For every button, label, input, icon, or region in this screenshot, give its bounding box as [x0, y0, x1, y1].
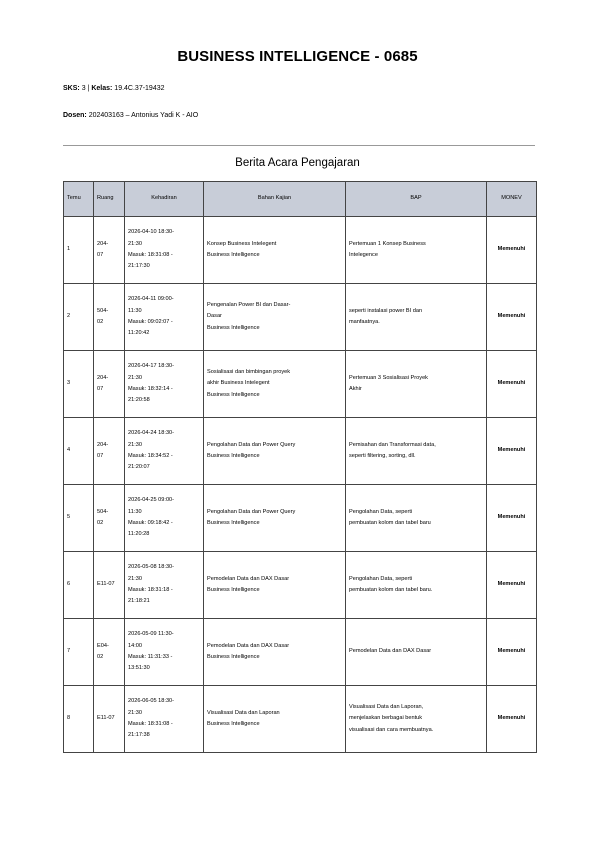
bap-line: Pengolahan Data, seperti	[349, 575, 413, 582]
bahan-kajian-line: Business Intelligence	[207, 520, 260, 526]
table-row	[64, 686, 537, 753]
kehadiran-line: 21:20:58	[128, 397, 150, 404]
cell-bahan-kajian	[204, 284, 346, 351]
kehadiran-line: Masuk: 18:31:18 -	[128, 587, 173, 593]
table-row	[64, 485, 537, 552]
monev-status: Memenuhi	[497, 715, 526, 722]
bahan-kajian-line: Business Intelligence	[207, 587, 260, 593]
ruang-line: 07	[97, 453, 104, 459]
ruang-line: 204-	[97, 441, 109, 448]
cell-temu: 5	[64, 485, 94, 552]
bahan-kajian-line: Business Intelligence	[207, 252, 260, 258]
bahan-kajian-line: Sosialisasi dan bimbingan proyek	[207, 369, 291, 376]
bap-line: visualisasi dan cara membuatnya.	[349, 726, 434, 733]
cell-monev	[487, 552, 537, 619]
bahan-kajian-line: Business Intelligence	[207, 391, 260, 398]
kehadiran-line: Masuk: 18:32:14 -	[128, 386, 173, 392]
bap-line: menjelaskan berbagai bentuk	[349, 715, 423, 722]
cell-monev	[487, 485, 537, 552]
column-header-monev: MONEV	[487, 182, 537, 217]
cell-temu: 6	[64, 552, 94, 619]
cell-bahan-kajian	[204, 686, 346, 753]
bahan-kajian-line: Business Intelligence	[207, 324, 260, 331]
ruang-line: 07	[97, 386, 104, 392]
kehadiran-line: 2026-04-11 09:00-	[128, 296, 174, 303]
kehadiran-line: 2026-04-25 09:00-	[128, 497, 175, 504]
kehadiran-line: 21:17:38	[128, 732, 150, 739]
kehadiran-line: 2026-04-24 18:30-	[128, 430, 175, 437]
cell-ruang	[94, 485, 125, 552]
kehadiran-line: 11:20:28	[128, 531, 150, 538]
monev-status: Memenuhi	[497, 581, 526, 588]
kehadiran-line: 2026-05-08 18:30-	[128, 564, 175, 571]
cell-temu: 3	[64, 351, 94, 418]
monev-status: Memenuhi	[497, 246, 526, 253]
kehadiran-line: 21:30	[128, 709, 142, 716]
kehadiran-line: Masuk: 18:34:52 -	[128, 453, 173, 459]
bap-line: pembuatan kolom dan tabel baru	[349, 520, 431, 526]
ruang-line: 02	[97, 520, 104, 526]
cell-kehadiran	[125, 686, 204, 753]
bap-line: Intelegence	[349, 252, 378, 258]
ruang-line: 504-	[97, 508, 109, 515]
kehadiran-line: 21:30	[128, 240, 142, 247]
ruang-line: E11-07	[97, 715, 115, 722]
kehadiran-line: 2026-05-09 11:30-	[128, 631, 174, 638]
ruang-line: 504-	[97, 307, 109, 314]
course-info-line	[63, 85, 165, 92]
cell-kehadiran	[125, 284, 204, 351]
monev-status: Memenuhi	[497, 313, 526, 320]
bap-line: seperti instalasi power BI dan	[349, 307, 423, 314]
dosen-value: 202403163 – Antonius Yadi K - AIO	[88, 112, 199, 119]
kehadiran-line: 11:30	[128, 307, 142, 314]
kehadiran-line: 21:30	[128, 441, 142, 448]
kehadiran-line: 2026-04-10 18:30-	[128, 229, 175, 236]
cell-monev	[487, 686, 537, 753]
column-header-kehadiran: Kehadiran	[125, 182, 204, 217]
cell-kehadiran	[125, 217, 204, 284]
bap-line: Pertemuan 1 Konsep Business	[349, 240, 426, 247]
sks-value: 3	[81, 85, 86, 92]
cell-temu: 8	[64, 686, 94, 753]
cell-ruang	[94, 619, 125, 686]
bap-line: Akhir	[349, 386, 362, 392]
bap-line: Pemisahan dan Transformasi data,	[349, 441, 436, 448]
bahan-kajian-line: Pengolahan Data dan Power Query	[207, 508, 296, 515]
cell-ruang	[94, 351, 125, 418]
kehadiran-line: 14:00	[128, 642, 142, 649]
bahan-kajian-line: Pemodelan Data dan DAX Dasar	[207, 642, 290, 649]
kelas-value: 19.4C.37-19432	[114, 85, 165, 92]
monev-status: Memenuhi	[497, 514, 526, 521]
cell-monev	[487, 418, 537, 485]
column-header-bahan-kajian: Bahan Kajian	[204, 182, 346, 217]
cell-kehadiran	[125, 485, 204, 552]
cell-bap	[346, 485, 487, 552]
column-header-temu: Temu	[64, 182, 94, 217]
bahan-kajian-line: akhir Business Intelegent	[207, 380, 270, 387]
ruang-line: E11-07	[97, 581, 115, 588]
cell-bap	[346, 217, 487, 284]
bahan-kajian-line: Pemodelan Data dan DAX Dasar	[207, 575, 290, 582]
cell-kehadiran	[125, 418, 204, 485]
kehadiran-line: 13:51:30	[128, 665, 150, 672]
cell-ruang	[94, 418, 125, 485]
cell-monev	[487, 284, 537, 351]
cell-ruang	[94, 217, 125, 284]
divider	[63, 145, 535, 146]
kehadiran-line: 2026-06-05 18:30-	[128, 698, 175, 705]
ruang-line: 204-	[97, 374, 109, 381]
bahan-kajian-line: Visualisasi Data dan Laporan	[207, 709, 280, 716]
table-row	[64, 351, 537, 418]
teaching-report-table	[63, 181, 537, 753]
cell-temu: 4	[64, 418, 94, 485]
column-header-bap: BAP	[346, 182, 487, 217]
bahan-kajian-line: Konsep Business Intelegent	[207, 240, 277, 247]
bahan-kajian-line: Business Intelligence	[207, 453, 260, 459]
cell-bahan-kajian	[204, 351, 346, 418]
cell-monev	[487, 217, 537, 284]
table-row	[64, 284, 537, 351]
bahan-kajian-line: Pengenalan Power BI dan Dasar-	[207, 302, 291, 309]
table-row	[64, 552, 537, 619]
kehadiran-line: 11:20:42	[128, 330, 150, 337]
kehadiran-line: 2026-04-17 18:30-	[128, 363, 175, 370]
kehadiran-line: 21:30	[128, 575, 142, 582]
kehadiran-line: 11:30	[128, 508, 142, 515]
cell-bap	[346, 552, 487, 619]
bap-line: Pemodelan Data dan DAX Dasar	[349, 648, 432, 655]
cell-temu: 2	[64, 284, 94, 351]
ruang-line: 07	[97, 252, 104, 258]
cell-ruang	[94, 686, 125, 753]
monev-status: Memenuhi	[497, 648, 526, 655]
ruang-line: 02	[97, 319, 104, 325]
kehadiran-line: Masuk: 11:31:33 -	[128, 654, 173, 660]
bahan-kajian-line: Dasar	[207, 313, 222, 320]
monev-status: Memenuhi	[497, 380, 526, 387]
cell-monev	[487, 619, 537, 686]
dosen-label: Dosen:	[63, 112, 87, 119]
monev-status: Memenuhi	[497, 447, 526, 454]
cell-kehadiran	[125, 552, 204, 619]
kehadiran-line: 21:18:21	[128, 598, 150, 605]
kehadiran-line: Masuk: 09:18:42 -	[128, 520, 173, 526]
cell-kehadiran	[125, 619, 204, 686]
cell-bap	[346, 619, 487, 686]
ruang-line: 02	[97, 654, 104, 660]
ruang-line: E04-	[97, 642, 109, 649]
cell-ruang	[94, 552, 125, 619]
cell-ruang	[94, 284, 125, 351]
bahan-kajian-line: Pengolahan Data dan Power Query	[207, 441, 296, 448]
bap-line: Pengolahan Data, seperti	[349, 508, 413, 515]
cell-temu: 7	[64, 619, 94, 686]
bahan-kajian-line: Business Intelligence	[207, 721, 260, 727]
bap-line: manfaatnya.	[349, 319, 380, 325]
kehadiran-line: Masuk: 09:02:07 -	[128, 319, 173, 325]
cell-bahan-kajian	[204, 418, 346, 485]
cell-bahan-kajian	[204, 552, 346, 619]
column-header-ruang: Ruang	[94, 182, 125, 217]
kehadiran-line: Masuk: 18:31:08 -	[128, 252, 173, 258]
bap-line: Visualisasi Data dan Laporan,	[349, 704, 424, 711]
cell-bap	[346, 284, 487, 351]
table-header-row	[64, 182, 537, 217]
kehadiran-line: 21:30	[128, 374, 142, 381]
table-row	[64, 217, 537, 284]
lecturer-line	[63, 112, 198, 119]
kehadiran-line: 21:17:30	[128, 263, 150, 270]
separator: |	[87, 85, 90, 92]
bap-line: seperti filtering, sorting, dll.	[349, 453, 416, 459]
table-row	[64, 619, 537, 686]
cell-kehadiran	[125, 351, 204, 418]
sks-label: SKS:	[63, 85, 80, 92]
cell-monev	[487, 351, 537, 418]
cell-bap	[346, 351, 487, 418]
kehadiran-line: Masuk: 18:31:08 -	[128, 721, 173, 727]
kehadiran-line: 21:20:07	[128, 464, 150, 471]
kelas-label: Kelas:	[91, 85, 113, 92]
ruang-line: 204-	[97, 240, 109, 247]
cell-bap	[346, 686, 487, 753]
cell-bahan-kajian	[204, 485, 346, 552]
cell-temu: 1	[64, 217, 94, 284]
cell-bap	[346, 418, 487, 485]
section-title: Berita Acara Pengajaran	[235, 157, 360, 169]
table-row	[64, 418, 537, 485]
bap-line: pembuatan kolom dan tabel baru.	[349, 587, 433, 593]
cell-bahan-kajian	[204, 619, 346, 686]
course-title: BUSINESS INTELLIGENCE - 0685	[177, 48, 418, 65]
bahan-kajian-line: Business Intelligence	[207, 654, 260, 660]
bap-line: Pertemuan 3 Sosialisasi Proyek	[349, 374, 428, 381]
cell-bahan-kajian	[204, 217, 346, 284]
